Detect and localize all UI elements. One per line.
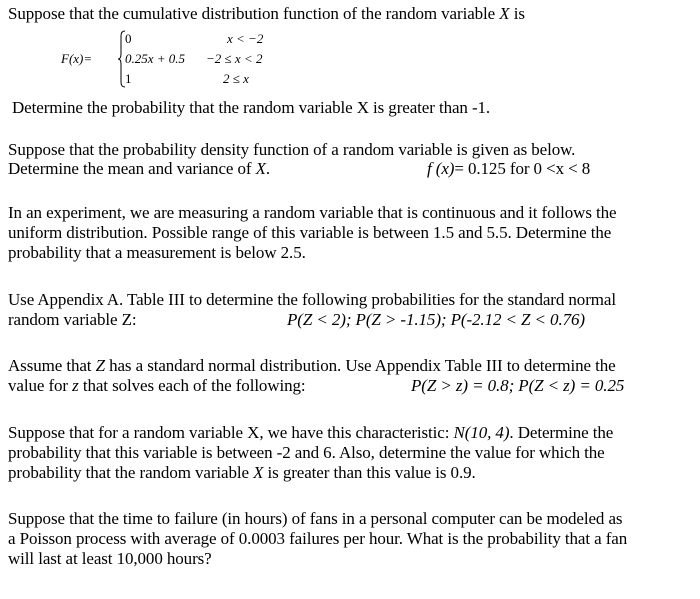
cdf-case-1-condition: x < −2	[227, 31, 264, 46]
q7-line3: will last at least 10,000 hours?	[8, 549, 212, 568]
cdf-case-2-condition: −2 ≤ x < 2	[206, 51, 263, 66]
q4-line2: random variable Z:	[8, 310, 137, 329]
q5-line1-text: Assume that	[8, 356, 96, 375]
q2-pdf-rest: = 0.125 for 0 <x < 8	[454, 159, 591, 178]
q2-pdf-func: f (x)	[427, 159, 455, 178]
q6-line1-suffix: . Determine the	[509, 423, 614, 442]
q1-intro-var: X	[499, 4, 510, 23]
cdf-case-1-value: 0	[125, 31, 132, 46]
q2-line2-text: Determine the mean and variance of	[8, 159, 256, 178]
q2-pdf	[427, 159, 590, 179]
q5-line2-text: value for	[8, 376, 73, 395]
q1-intro	[8, 4, 525, 24]
cdf-case-3-condition: 2 ≤ x	[223, 71, 249, 86]
q5-line2	[8, 376, 306, 396]
q4-line1: Use Appendix A. Table III to determine the following probabilities for the standard normal	[8, 290, 616, 309]
q7-line2: a Poisson process with average of 0.0003 failures per hour. What is the probability that a fan	[8, 529, 628, 548]
q2-line2	[8, 159, 270, 179]
q6-line3-text: probability that the random variable	[8, 463, 254, 482]
q5-expression: P(Z > z) = 0.8; P(Z < z) = 0.25	[411, 376, 625, 395]
q4-expression: P(Z < 2); P(Z > -1.15); P(-2.12 < Z < 0.76)	[287, 310, 585, 329]
q6-line3-var: X	[253, 463, 264, 482]
q5-line1-var: Z	[95, 356, 105, 375]
cdf-case-3-value: 1	[125, 71, 132, 86]
q3-line2: uniform distribution. Possible range of this variable is between 1.5 and 5.5. Determine the	[8, 223, 612, 242]
q1-intro-text: Suppose that the cumulative distribution function of the random variable	[8, 4, 500, 23]
q6-line1	[8, 423, 613, 443]
q7-line1: Suppose that the time to failure (in hours) of fans in a personal computer can be modeled as	[8, 509, 623, 528]
q2-line2-var: X	[255, 159, 266, 178]
q5-line2-suffix: that solves each of the following:	[78, 376, 306, 395]
cdf-case-2-value: 0.25x + 0.5	[125, 51, 186, 66]
q2-line1: Suppose that the probability density function of a random variable is given as below.	[8, 140, 576, 159]
q6-line3-suffix: is greater than this value is 0.9.	[263, 463, 476, 482]
q5-line1-suffix: has a standard normal distribution. Use Appendix Table III to determine the	[104, 356, 616, 375]
q6-line1-text: Suppose that for a random variable X, we have this characteristic:	[8, 423, 454, 442]
q5-line1	[8, 356, 616, 376]
q6-line2: probability that this variable is between -2 and 6. Also, determine the value for which the	[8, 443, 605, 462]
q6-line3	[8, 463, 476, 483]
cdf-lhs: F(x)=	[61, 51, 93, 66]
q3-line1: In an experiment, we are measuring a random variable that is continuous and it follows the	[8, 203, 617, 222]
q1-intro-suffix: is	[509, 4, 525, 23]
q5-line2-var: z	[72, 376, 79, 395]
q6-line1-dist: N(10, 4)	[453, 423, 510, 442]
q1-question: Determine the probability that the random variable X is greater than -1.	[12, 98, 491, 117]
q2-line2-suffix: .	[265, 159, 271, 178]
q3-line3: probability that a measurement is below 2.5.	[8, 243, 306, 262]
